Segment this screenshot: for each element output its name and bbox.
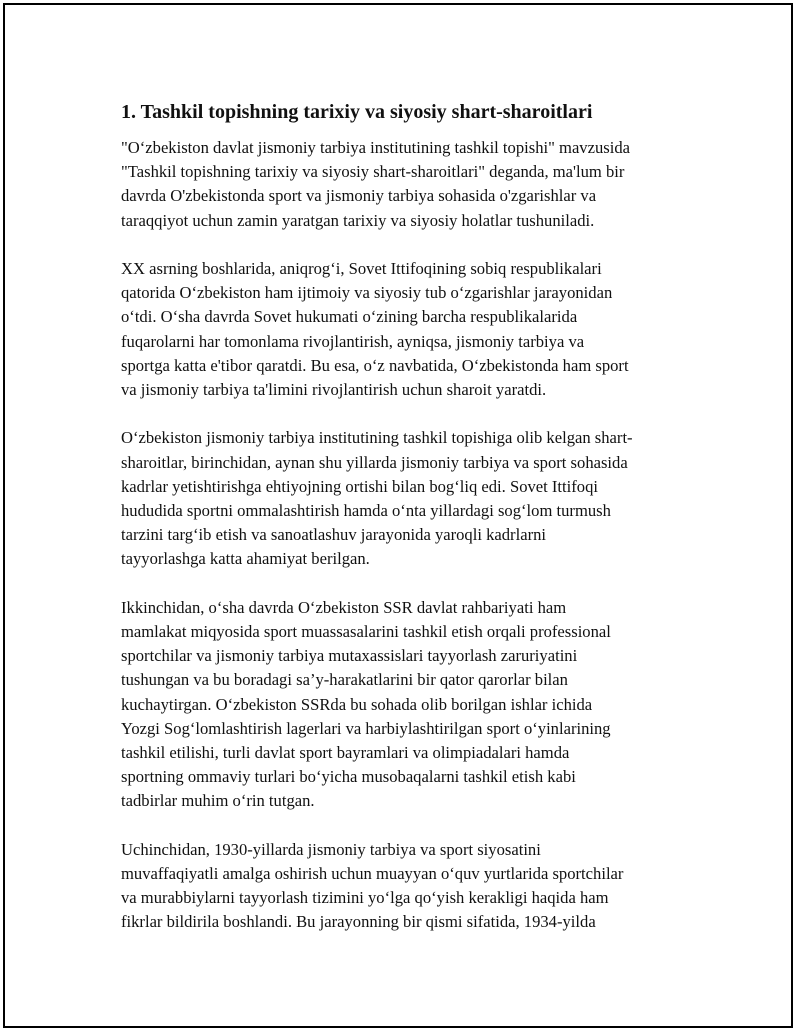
text-line: tushungan va bu boradagi sa’y-harakatlarini bir qator qarorlar bilan	[121, 670, 568, 690]
text-line: "Tashkil topishning tarixiy va siyosiy shart-sharoitlari" deganda, ma'lum bir	[121, 162, 625, 182]
text-line: Yozgi Sog‘lomlashtirish lagerlari va harbiylashtirilgan sport o‘yinlarining	[121, 718, 611, 738]
text-line: va murabbiylarni tayyorlash tizimini yo‘lga qo‘yish kerakligi haqida ham	[121, 888, 609, 908]
paragraph-4	[121, 596, 701, 814]
text-line: fuqarolarni har tomonlama rivojlantirish, ayniqsa, jismoniy tarbiya va	[121, 331, 585, 351]
text-line: Uchinchidan, 1930-yillarda jismoniy tarbiya va sport siyosatini	[121, 839, 541, 859]
text-line: sportga katta e'tibor qaratdi. Bu esa, o‘z navbatida, O‘zbekistonda ham sport	[121, 355, 629, 375]
text-line: o‘tdi. O‘sha davrda Sovet hukumati o‘zining barcha respublikalarida	[121, 307, 578, 327]
text-line: sportchilar va jismoniy tarbiya mutaxassislari tayyorlash zaruriyatini	[121, 646, 578, 666]
text-line: fikrlar bildirila boshlandi. Bu jarayonning bir qismi sifatida, 1934-yilda	[121, 912, 596, 932]
text-line: Ikkinchidan, o‘sha davrda O‘zbekiston SSR davlat rahbariyati ham	[121, 597, 567, 617]
text-line: sharoitlar, birinchidan, aynan shu yillarda jismoniy tarbiya va sport sohasida	[121, 452, 628, 472]
text-line: mamlakat miqyosida sport muassasalarini tashkil etish orqali professional	[121, 622, 611, 642]
text-line: davrda O'zbekistonda sport va jismoniy tarbiya sohasida o'zgarishlar va	[121, 186, 597, 206]
text-line: XX asrning boshlarida, aniqrog‘i, Sovet Ittifoqining sobiq respublikalari	[121, 259, 602, 278]
text-line: va jismoniy tarbiya ta'limini rivojlantirish uchun sharoit yaratdi.	[121, 380, 547, 400]
document-page	[3, 3, 793, 1028]
text-line: sportning ommaviy turlari bo‘yicha musobaqalarni tashkil etish kabi	[121, 767, 576, 787]
paragraph-2	[121, 257, 701, 402]
text-line: kadrlar yetishtirishga ehtiyojning ortishi bilan bog‘liq edi. Sovet Ittifoqi	[121, 476, 598, 496]
text-line: tashkil etilishi, turli davlat sport bayramlari va olimpiadalari hamda	[121, 743, 570, 763]
text-line: kuchaytirgan. O‘zbekiston SSRda bu sohada olib borilgan ishlar ichida	[121, 694, 593, 714]
paragraph-3	[121, 426, 701, 571]
paragraph-1	[121, 136, 701, 233]
text-line: tarzini targ‘ib etish va sanoatlashuv jarayonida yaroqli kadrlarni	[121, 525, 546, 545]
section-heading: 1. Tashkil topishning tarixiy va siyosiy shart-sharoitlari	[121, 101, 593, 123]
document-content	[121, 100, 701, 959]
text-line: qatorida O‘zbekiston ham ijtimoiy va siyosiy tub o‘zgarishlar jarayonidan	[121, 283, 613, 303]
text-line: hududida sportni ommalashtirish hamda o‘nta yillardagi sog‘lom turmush	[121, 501, 611, 521]
text-line: muvaffaqiyatli amalga oshirish uchun muayyan o‘quv yurtlarida sportchilar	[121, 864, 624, 884]
text-line: tayyorlashga katta ahamiyat berilgan.	[121, 549, 370, 569]
text-line: taraqqiyot uchun zamin yaratgan tarixiy va siyosiy holatlar tushuniladi.	[121, 210, 595, 230]
text-line: tadbirlar muhim o‘rin tutgan.	[121, 791, 315, 811]
text-line: O‘zbekiston jismoniy tarbiya institutining tashkil topishiga olib kelgan shart-	[121, 428, 633, 448]
paragraph-5	[121, 838, 701, 935]
text-line: "O‘zbekiston davlat jismoniy tarbiya institutining tashkil topishi" mavzusida	[121, 138, 630, 157]
